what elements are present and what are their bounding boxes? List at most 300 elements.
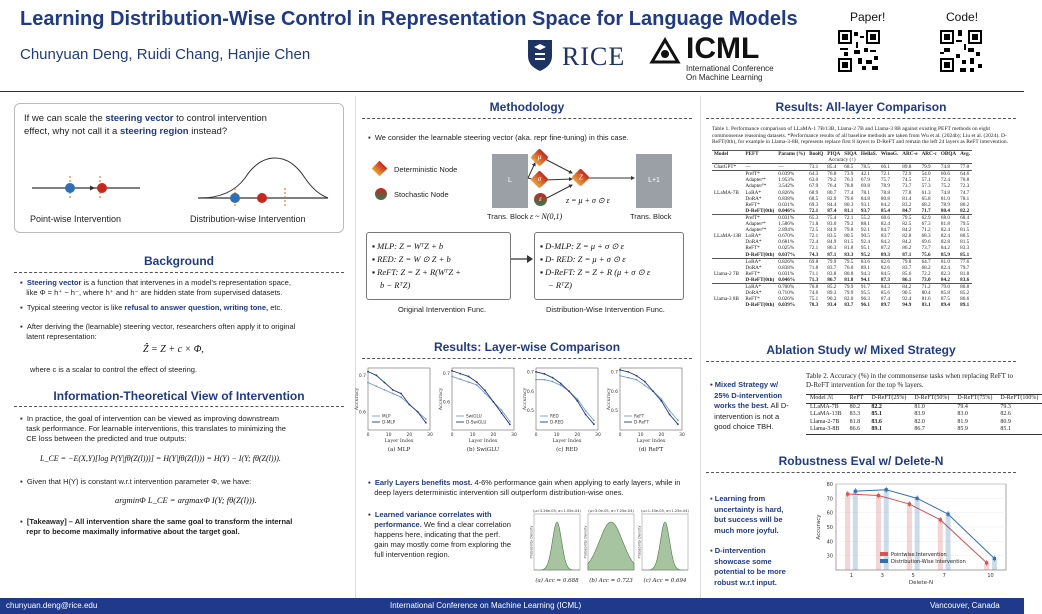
table1-cell: Adapterˢ* — [745, 177, 766, 184]
info-bullet-2: ▪ Given that H(Y) is constant w.r.t intervention parameter Φ, we have: — [20, 477, 252, 486]
table2-header-cell: D-ReFT(100%) — [996, 395, 1042, 404]
table1-cell: 69.3 — [809, 201, 819, 208]
data-point — [535, 379, 537, 381]
table1-cell: 0.700% — [776, 283, 807, 290]
density-plot-2 — [584, 509, 635, 584]
table1-cell: 81.6 — [921, 296, 931, 303]
chart-caption: (d) ReFT — [638, 447, 664, 453]
table1-cell: 55.2 — [859, 214, 879, 221]
table1-cell: 69.8 — [807, 258, 825, 265]
data-point — [509, 423, 511, 425]
table1-cell: LoRA* — [745, 189, 761, 196]
table1-cell: 71.2 — [920, 283, 939, 290]
table1-cell: 90.5 — [902, 290, 912, 297]
x-tick-label: 3 — [880, 573, 884, 579]
y-tick-label: 0.7 — [442, 372, 450, 378]
table1-cell: 89.1 — [960, 302, 970, 309]
ce-loss-formula: L_CE = −E(X,Y)[log P(Y|fθ(Z(l)))] = H(Y|fθ(Z(l))) = H(Y) − I(Y; fθ(Z(l))). — [40, 454, 281, 463]
layerwise-title: Results: Layer-wise Comparison — [433, 340, 621, 354]
data-point — [468, 381, 470, 383]
table1-caption: Table 1. Performance comparison of LLaMA-1 7B/13B, Llama-2 7B and Llama-3 8B against existing PEFT methods on eight commonsense reasoning datasets. *Performance results of all baseline methods are taken from Wu et al. (2024b); Liu et al. (2024). D-ReFT(0th), for example in Llama-3-8B, represents replace first 8 layers to D-ReFT and remain the left 24 layers as ReFT intervention. — [712, 126, 1008, 145]
table1-cell: 78.9 — [880, 183, 890, 190]
table1-cell: 79.8 — [900, 258, 919, 265]
x-tick-label: 0 — [366, 433, 370, 438]
z-node: Z — [571, 168, 589, 186]
data-point — [669, 414, 671, 416]
trans-block-label: Trans. Block — [487, 212, 529, 221]
data-point — [636, 379, 638, 381]
table1-cell: 85.1 — [960, 251, 970, 258]
data-point — [451, 370, 453, 372]
y-tick-label: 80 — [826, 482, 833, 488]
table1-cell: 68.4 — [958, 214, 972, 221]
data-point — [568, 390, 570, 392]
right-arrow-icon — [511, 253, 533, 265]
table1-cell: 71.1 — [809, 270, 819, 277]
robust-bullet-1: ▪ Learning from uncertainty is hard, but success will be much more joyful. — [710, 494, 784, 535]
table1-cell: Adapterᴾ* — [745, 227, 767, 234]
icml-sub2: On Machine Learning — [686, 73, 763, 82]
table1-cell: 77.4 — [844, 189, 854, 196]
background-note: where c is a scalar to control the effect of steering. — [30, 365, 198, 374]
x-tick-label: 30 — [511, 433, 517, 438]
table1-cell: 75.6 — [921, 251, 931, 258]
table1-row — [712, 258, 972, 265]
table1-cell: 84.2 — [880, 239, 890, 246]
table1-cell: 83.1 — [921, 302, 931, 309]
sigma-node: σ — [530, 170, 548, 188]
table1-cell: ReFT* — [745, 245, 760, 252]
table2-cell: 85.9 — [953, 426, 996, 434]
data-point — [585, 414, 587, 416]
table1-cell: 79.9 — [825, 258, 842, 265]
table1-cell: 72.1 — [809, 245, 819, 252]
data-point — [425, 418, 427, 420]
table1-cell: 0.681% — [778, 239, 795, 246]
table1-cell: 69.6 — [921, 239, 931, 246]
density-ylabel: Probability Density — [583, 525, 588, 559]
table1-cell: 84.8 — [860, 195, 870, 202]
table1-cell: 74.3 — [809, 251, 819, 258]
y-axis-label: Accuracy — [439, 387, 444, 411]
table1-model-cell — [712, 214, 743, 221]
icml-wordmark: ICML — [686, 32, 760, 65]
dist-reft: ▪ D-ReFT: Z = Z + R (μ + σ ⊙ ε — [540, 267, 651, 277]
legend-label: RED — [550, 413, 559, 419]
background-bullet-1: ▪ Steering vector is a function that intervenes in a model's representation space, like Φ = h⁺ − h⁻, where h⁺ and h⁻ are hidden state from supervised datasets. — [20, 278, 291, 297]
table1-cell: 75.7 — [880, 177, 890, 184]
table1-cell: 79.9 — [842, 283, 859, 290]
table1-row — [712, 208, 972, 215]
table1-cell: 88.1 — [860, 221, 870, 228]
data-point — [846, 492, 849, 495]
table1-cell: 79.0 — [939, 283, 958, 290]
data-point — [908, 502, 911, 505]
table1-cell: 74.5 — [902, 177, 912, 184]
table1-row — [712, 283, 972, 290]
table1-cell: 91.7 — [859, 283, 879, 290]
table1-cell: 96.3 — [860, 296, 870, 303]
table1-cell: 64.7 — [920, 258, 939, 265]
table1-model-cell — [712, 283, 743, 290]
table1-cell: 68.2 — [921, 201, 931, 208]
distwise-label: Distribution-wise Intervention — [190, 214, 306, 224]
table1-cell: 82.6 — [880, 264, 890, 271]
data-point — [543, 373, 545, 375]
table1-cell: 86.6 — [960, 296, 970, 303]
table1-cell: 68.0 — [939, 214, 958, 221]
table1-cell: 84.2 — [940, 276, 950, 283]
pointwise-label: Point-wise Intervention — [30, 214, 122, 224]
table1-cell: 90.5 — [860, 233, 870, 240]
table1-cell: 72.5 — [809, 227, 819, 234]
table1-cell: — — [743, 164, 776, 171]
table1-cell: 80.2 — [960, 201, 970, 208]
table1-cell: 94.9 — [902, 302, 912, 309]
table1-cell: 75.1 — [809, 296, 819, 303]
table1-cell: 79.9 — [920, 164, 939, 171]
data-point — [468, 376, 470, 378]
x-axis-label: Layer Index — [468, 439, 498, 444]
table1-cell: 83.7 — [880, 233, 890, 240]
table1-cell: 87.4 — [827, 207, 837, 214]
methodology-title: Methodology — [489, 100, 565, 114]
table1-cell: 79.9 — [844, 290, 854, 297]
info-theory-title: Information-Theoretical View of Intervention — [53, 389, 305, 403]
table1-cell: 92.1 — [860, 227, 870, 234]
data-point — [367, 371, 369, 373]
table1-cell: 70.8 — [960, 177, 970, 184]
orig-reft: ▪ ReFT: Z = Z + R(WᵀZ + — [372, 267, 461, 277]
table1-cell: 2.894% — [778, 227, 795, 234]
data-point — [501, 412, 503, 414]
table1-cell: 73.7 — [921, 245, 931, 252]
legend-label: Pointwise Intervention — [891, 551, 947, 558]
table1-cell: D-ReFT(0th) — [745, 276, 775, 283]
y-tick-label: 40 — [826, 539, 833, 546]
table1-cell: 94.1 — [860, 276, 870, 283]
table2-row — [806, 411, 1042, 419]
y-tick-label: 0.5 — [610, 409, 618, 415]
density-title: (μ=3.0e-05, σ=7.25e-04) — [588, 509, 634, 513]
data-point — [939, 518, 942, 521]
legend-label: ReFT — [634, 413, 645, 419]
table1-cell: 0.026% — [778, 296, 795, 303]
data-point — [660, 400, 662, 402]
table1-cell: ReFT* — [745, 296, 760, 303]
data-point — [417, 411, 419, 413]
table2-header-cell: Model ℳ — [806, 395, 846, 404]
x-tick-label: 10 — [987, 573, 994, 579]
table1-cell: 81.8 — [844, 245, 854, 252]
divider — [362, 358, 692, 359]
table1-cell: 79.2 — [827, 177, 837, 184]
table1-cell: 83.6 — [859, 258, 879, 265]
table1-cell: 62.9 — [920, 214, 939, 221]
y-tick-label: 30 — [826, 553, 833, 560]
layerwise-bullet-1: ▪ Early Layers benefits most. 4-6% performance gain when applying to early layers, while in deep layers deterministic intervention sill outperform distribution-wise ones. — [368, 478, 681, 497]
divider — [706, 361, 1016, 362]
table1-cell: 54.0 — [920, 171, 939, 178]
data-point — [560, 385, 562, 387]
table1-cell: 92.4 — [902, 296, 912, 303]
table1-cell: 83.6 — [960, 276, 970, 283]
table1-cell: 83.2 — [902, 201, 912, 208]
data-point — [484, 390, 486, 392]
table1-header-cell: SIQA — [844, 151, 857, 157]
data-point — [400, 393, 402, 395]
table1-cell: 79.5 — [900, 214, 919, 221]
legend-label: Distribution-Wise Intervention — [891, 558, 966, 565]
x-tick-label: 10 — [469, 433, 476, 438]
table1-cell: 70.8 — [807, 283, 825, 290]
y-tick-label: 0.7 — [358, 373, 366, 379]
legend-label: D-ReFT — [634, 419, 649, 425]
y-tick-label: 0.6 — [358, 410, 366, 416]
table1-cell: 78.8 — [844, 183, 854, 190]
x-tick-label: 0 — [450, 433, 454, 438]
table1-cell: DoRA* — [745, 264, 762, 271]
y-tick-label: 0.7 — [610, 370, 618, 376]
table1-cell: 0.826% — [778, 189, 795, 196]
table1-cell: 79.5 — [842, 258, 859, 265]
table1-cell: 65.8 — [921, 195, 931, 202]
table1-cell: 72.2 — [921, 270, 931, 277]
table1-model-cell: LLaMA-13B — [714, 233, 742, 240]
table1 — [712, 150, 1014, 308]
table1-cell: 80.5 — [960, 233, 970, 240]
legend-label: D-SwiGLU — [466, 419, 487, 425]
table1-row — [712, 302, 972, 308]
table2-cell: 79.3 — [1000, 403, 1011, 410]
table1-cell: 74.8 — [939, 164, 958, 171]
table2-cell: LLaMA-7B — [810, 403, 839, 410]
data-point — [492, 401, 494, 403]
table1-header-cell: Avg. — [960, 151, 970, 157]
table1-cell: 0.838% — [778, 195, 795, 202]
data-point — [585, 410, 587, 412]
table1-cell: 81.0 — [940, 195, 950, 202]
table1-cell: 0.670% — [778, 233, 795, 240]
table1-cell: 82.0 — [844, 296, 854, 303]
table1-cell: 71.8 — [809, 221, 819, 228]
table1-cell: 68.9 — [809, 189, 819, 196]
table2-cell: 83.0 — [957, 411, 968, 417]
table1-cell: 84.2 — [880, 201, 890, 208]
table1-cell: 82.8 — [940, 239, 950, 246]
table1-header-cell: PEFT — [743, 151, 776, 158]
table1-cell: 68.3 — [921, 233, 931, 240]
table1-cell: 78.8 — [880, 189, 890, 196]
intro-question: If we can scale the steering vector to control intervention effect, why not call it a steering region instead? — [24, 113, 267, 137]
table1-cell: PrefT* — [743, 171, 776, 178]
x-tick-label: 0 — [618, 433, 622, 438]
data-point — [484, 392, 486, 394]
table1-cell: 0.031% — [778, 270, 795, 277]
data-point — [501, 409, 503, 411]
x-tick-label: 7 — [942, 573, 946, 579]
table1-cell: 0.037% — [778, 251, 796, 258]
table1-cell: 90.2 — [827, 296, 837, 303]
z-equation: z = μ + σ ⊙ ε — [566, 196, 610, 205]
table1-cell: 80.8 — [958, 283, 972, 290]
table1-cell: 72.9 — [900, 171, 919, 178]
data-point — [384, 382, 386, 384]
density-caption: (c) Acc = 0.694 — [643, 578, 687, 584]
table1-cell: 85.6 — [902, 270, 912, 277]
poster-title: Learning Distribution-Wise Control in Representation Space for Language Models — [20, 8, 798, 30]
density-ylabel: Probability Density — [637, 525, 642, 559]
divider — [14, 272, 344, 273]
data-point — [946, 513, 949, 516]
dist-mlp: ▪ D-MLP: Z = μ + σ ⊙ ε — [540, 241, 624, 251]
orig-reft-cont: b − RᵀZ) — [380, 280, 411, 290]
table1-cell: 89.4 — [940, 302, 950, 309]
table1-cell: 61.3 — [921, 189, 931, 196]
plot-frame — [536, 368, 598, 430]
divider — [362, 118, 692, 119]
table1-cell: 78.1 — [960, 195, 970, 202]
data-point — [459, 378, 461, 380]
data-point — [854, 490, 857, 493]
dist-red: ▪ D- RED: Z = μ + σ ⊙ ε — [540, 254, 626, 264]
x-axis-label: Layer Index — [636, 439, 666, 444]
table2 — [806, 394, 1039, 435]
table1-cell: 78.3 — [809, 302, 819, 309]
table1-cell: 82.9 — [827, 195, 837, 202]
table2-cell: 83.3 — [849, 411, 861, 417]
data-point — [644, 381, 646, 383]
steering-formula: Ẑ = Z + c × Φ, — [143, 344, 204, 355]
x-tick-label: 30 — [427, 433, 433, 438]
table1-cell: 81.5 — [960, 239, 970, 246]
table2-cell: 86.6 — [846, 426, 868, 434]
legend-label: MLP — [382, 413, 391, 419]
bar — [876, 495, 881, 570]
table1-cell: 84.7 — [880, 227, 890, 234]
eps-equation: ε ~ N(0,1) — [530, 212, 563, 221]
plot-frame — [620, 368, 682, 430]
table2-cell: 81.8 — [849, 418, 861, 425]
data-point — [400, 396, 402, 398]
table1-model-cell: LLaMA-7B — [714, 189, 739, 196]
data-point — [644, 385, 646, 387]
table1-cell: 76.8 — [825, 171, 842, 178]
table1-cell: 86.7 — [827, 276, 837, 283]
det-node-label: Deterministic Node — [394, 165, 458, 174]
data-point — [619, 375, 621, 377]
footer-location: Vancouver, Canada — [930, 601, 1000, 610]
table1-cell: 94.3 — [860, 270, 870, 277]
table2-cell: 80.2 — [849, 403, 861, 410]
table1-cell: 79.2 — [844, 221, 854, 228]
density-title: (μ=3.26e-05, σ=1.05e-04) — [533, 509, 581, 513]
table2-cell: Llama-3-8B — [806, 426, 846, 434]
table1-cell: 80.8 — [844, 270, 854, 277]
table1-cell: 83.0 — [827, 221, 837, 228]
dist-caption: Distribution-Wise Intervention Func. — [546, 305, 665, 314]
table2-caption: Table 2. Accuracy (%) in the commonsense tasks when replacing ReFT to D-ReFT intervention for the top % layers. — [806, 372, 1013, 389]
table1-cell: 77.0 — [958, 164, 972, 171]
table2-cell: LLaMA-13B — [810, 411, 842, 417]
footer-email[interactable]: chunyuan.deng@rice.edu — [6, 601, 98, 610]
table1-cell: 57.1 — [921, 177, 931, 184]
robust-plot — [816, 482, 1006, 586]
y-tick-label: 70 — [826, 496, 833, 503]
table1-cell: 65.3 — [807, 214, 825, 221]
background-bullet-2: ▪ Typical steering vector is like refusal to answer question, writing tone, etc. — [20, 303, 283, 312]
data-point — [985, 561, 988, 564]
table1-cell: 0.046% — [778, 207, 796, 214]
table1-cell: 74.6 — [809, 290, 819, 297]
table1-model-cell: ChatGPT* — [712, 164, 743, 171]
table1-cell: 82.4 — [940, 227, 950, 234]
orig-red: ▪ RED: Z = W ⊙ Z + b — [372, 254, 451, 264]
y-tick-label: 0.7 — [526, 370, 534, 376]
code-qr-code-icon[interactable] — [940, 30, 982, 72]
table1-cell: 84.5 — [880, 270, 890, 277]
x-tick-label: 0 — [534, 433, 538, 438]
x-tick-label: 10 — [385, 433, 392, 438]
table2-cell: 82.0 — [914, 418, 925, 425]
table2-cell: 85.1 — [996, 426, 1042, 434]
table1-cell: 64.3 — [807, 171, 825, 178]
table1-cell: 77.6 — [958, 258, 972, 265]
argmin-formula: argminΦ L_CE = argmaxΦ I(Y; fθ(Z(l))). — [115, 495, 257, 505]
divider — [14, 406, 344, 407]
table1-grid — [712, 150, 972, 308]
info-bullet-1: ▪ In practice, the goal of intervention can be viewed as improving downstream task performance. For learnable interventions, this translates to minimizing the CE loss between the predicted and true outputs: — [20, 414, 286, 443]
table1-cell: 89.3 — [880, 251, 890, 258]
table1-cell: 72.1 — [809, 207, 819, 214]
table1-cell: 0.031% — [776, 214, 807, 221]
table1-cell: 74.8 — [940, 189, 950, 196]
data-point — [476, 384, 478, 386]
y-tick-label: 0.6 — [610, 389, 618, 395]
robust-bullet-2: ▪ D-intervention showcase some potential to be more robust w.r.t input. — [710, 546, 786, 587]
table1-cell: 81.4 — [902, 195, 912, 202]
table1-cell: 80.8 — [880, 195, 890, 202]
y-axis-label: Accuracy — [523, 387, 528, 411]
table1-cell: 95.1 — [860, 245, 870, 252]
table1-cell: 71.8 — [809, 264, 819, 271]
density-plot-1 — [530, 509, 582, 584]
paper-qr-code-icon[interactable] — [838, 30, 880, 72]
x-tick-label: 10 — [637, 433, 644, 438]
table1-model-cell — [712, 208, 743, 215]
table1-cell: 72.3 — [960, 183, 970, 190]
data-point — [993, 557, 996, 560]
table1-cell: 78.9 — [940, 201, 950, 208]
table1-cell: LoRA* — [743, 258, 776, 265]
table1-header-cell: Params (%) — [778, 151, 806, 157]
table1-cell: 76.4 — [827, 183, 837, 190]
table1-cell: 85.2 — [825, 283, 842, 290]
table1-cell: 0.039% — [778, 302, 796, 309]
table1-cell: 84.9 — [827, 239, 837, 246]
density-plots — [530, 506, 695, 588]
table1-cell: 82.4 — [880, 221, 890, 228]
table1-cell: 81.5 — [844, 239, 854, 246]
table1-cell: 95.2 — [860, 251, 870, 258]
y-tick-label: 60 — [826, 510, 833, 517]
layerwise-chart-1 — [354, 368, 433, 453]
table2-cell: 89.1 — [867, 426, 910, 434]
table1-cell: 93.1 — [860, 201, 870, 208]
table1-cell: 93.4 — [827, 302, 837, 309]
block-l1: L+1 — [636, 154, 672, 208]
table1-cell: D-ReFT(0th) — [745, 251, 775, 258]
